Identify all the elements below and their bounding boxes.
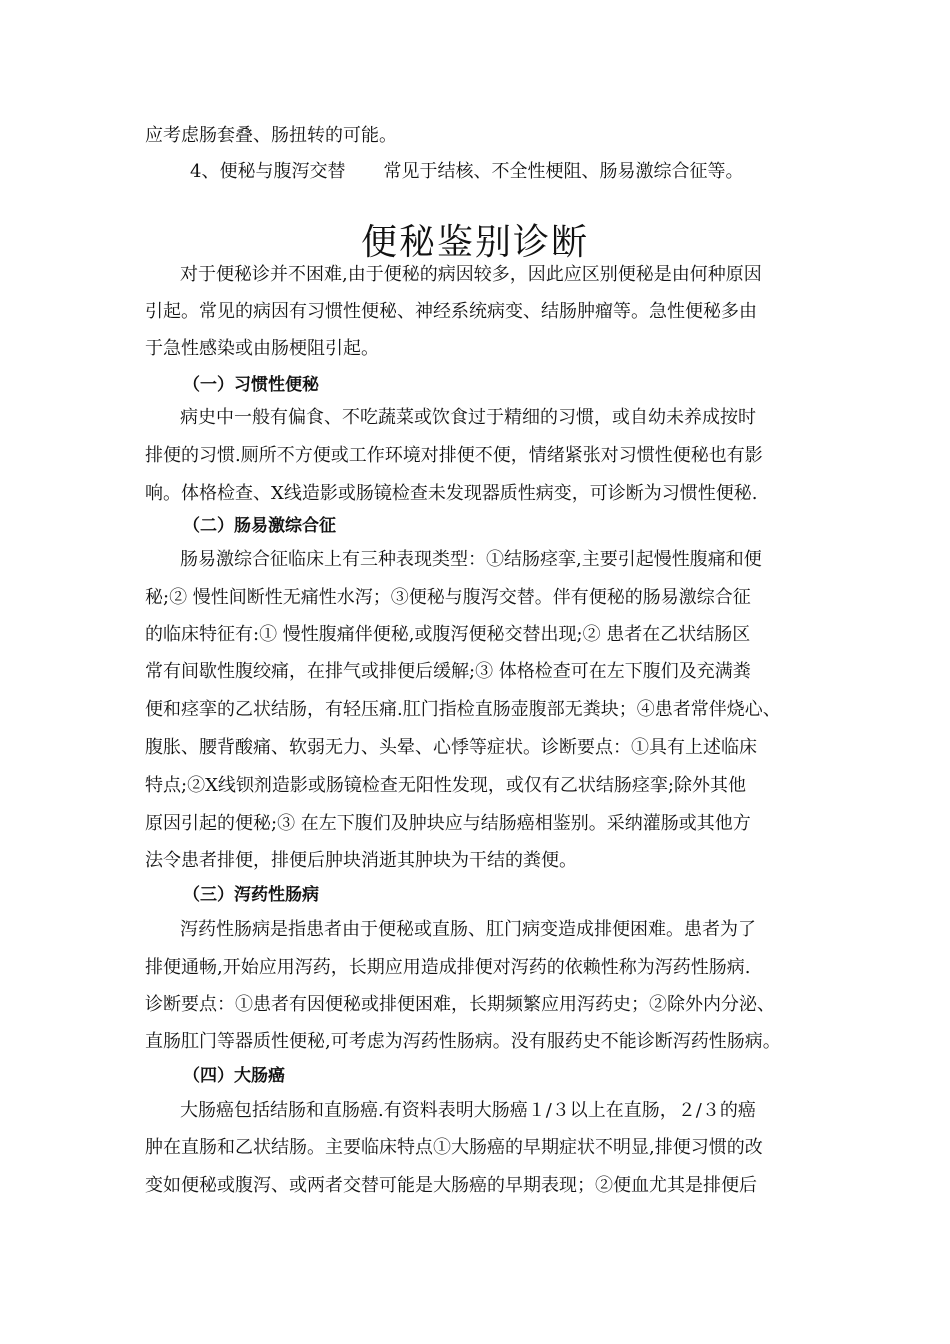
intro-item-label: 4、便秘与腹泻交替 — [190, 161, 346, 182]
paragraph-line: 排便的习惯.厕所不方便或工作环境对排便不便，情绪紧张对习惯性便秘也有影 — [145, 445, 763, 466]
paragraph-line: 于急性感染或由肠梗阻引起。 — [145, 338, 379, 359]
intro-line: 应考虑肠套叠、肠扭转的可能。 — [145, 125, 397, 146]
paragraph-line: 特点;②X线钡剂造影或肠镜检查无阳性发现，或仅有乙状结肠痉挛;除外其他 — [145, 775, 746, 796]
paragraph-line: 肠易激综合征临床上有三种表现类型：①结肠痉挛,主要引起慢性腹痛和便 — [180, 549, 762, 570]
paragraph-line: 原因引起的便秘;③ 在左下腹们及肿块应与结肠癌相鉴别。采纳灌肠或其他方 — [145, 813, 751, 834]
paragraph-line: 大肠癌包括结肠和直肠癌.有资料表明大肠癌１/３以上在直肠，２/３的癌 — [180, 1100, 756, 1121]
paragraph-line: 秘;② 慢性间断性无痛性水泻；③便秘与腹泻交替。伴有便秘的肠易激综合征 — [145, 587, 751, 608]
paragraph-line: 法令患者排便，排便后肿块消逝其肿块为干结的粪便。 — [145, 850, 577, 871]
section-heading: （四）大肠癌 — [183, 1066, 285, 1086]
paragraph-line: 泻药性肠病是指患者由于便秘或直肠、肛门病变造成排便困难。患者为了 — [180, 919, 756, 940]
page-title: 便秘鉴别诊断 — [360, 222, 589, 264]
paragraph-line: 引起。常见的病因有习惯性便秘、神经系统病变、结肠肿瘤等。急性便秘多由 — [145, 301, 757, 322]
paragraph-line: 病史中一般有偏食、不吃蔬菜或饮食过于精细的习惯，或自幼未养成按时 — [180, 407, 756, 428]
section-heading: （三）泻药性肠病 — [183, 885, 319, 905]
paragraph-line: 变如便秘或腹泻、或两者交替可能是大肠癌的早期表现；②便血尤其是排便后 — [145, 1175, 757, 1196]
section-heading: （二）肠易激综合征 — [183, 516, 336, 536]
paragraph-line: 对于便秘诊并不困难,由于便秘的病因较多，因此应区别便秘是由何种原因 — [180, 264, 762, 285]
paragraph-line: 响。体格检查、X线造影或肠镜检查未发现器质性病变，可诊断为习惯性便秘. — [145, 483, 758, 504]
paragraph-line: 排便通畅,开始应用泻药，长期应用造成排便对泻药的依赖性称为泻药性肠病. — [145, 957, 751, 978]
paragraph-line: 的临床特征有:① 慢性腹痛伴便秘,或腹泻便秘交替出现;② 患者在乙状结肠区 — [145, 624, 751, 645]
paragraph-line: 腹胀、腰背酸痛、软弱无力、头晕、心悸等症状。诊断要点：①具有上述临床 — [145, 737, 757, 758]
paragraph-line: 便和痉挛的乙状结肠，有轻压痛.肛门指检直肠壶腹部无粪块；④患者常伴烧心、 — [145, 699, 781, 720]
intro-item-text: 常见于结核、不全性梗阻、肠易激综合征等。 — [383, 161, 744, 182]
paragraph-line: 肿在直肠和乙状结肠。主要临床特点①大肠癌的早期症状不明显,排便习惯的改 — [145, 1137, 763, 1158]
paragraph-line: 直肠肛门等器质性便秘,可考虑为泻药性肠病。没有服药史不能诊断泻药性肠病。 — [145, 1031, 781, 1052]
section-heading: （一）习惯性便秘 — [183, 375, 319, 395]
paragraph-line: 诊断要点：①患者有因便秘或排便困难，长期频繁应用泻药史；②除外内分泌、 — [145, 994, 775, 1015]
intro-item-4 — [190, 160, 743, 184]
paragraph-line: 常有间歇性腹绞痛，在排气或排便后缓解;③ 体格检查可在左下腹们及充满粪 — [145, 661, 751, 682]
